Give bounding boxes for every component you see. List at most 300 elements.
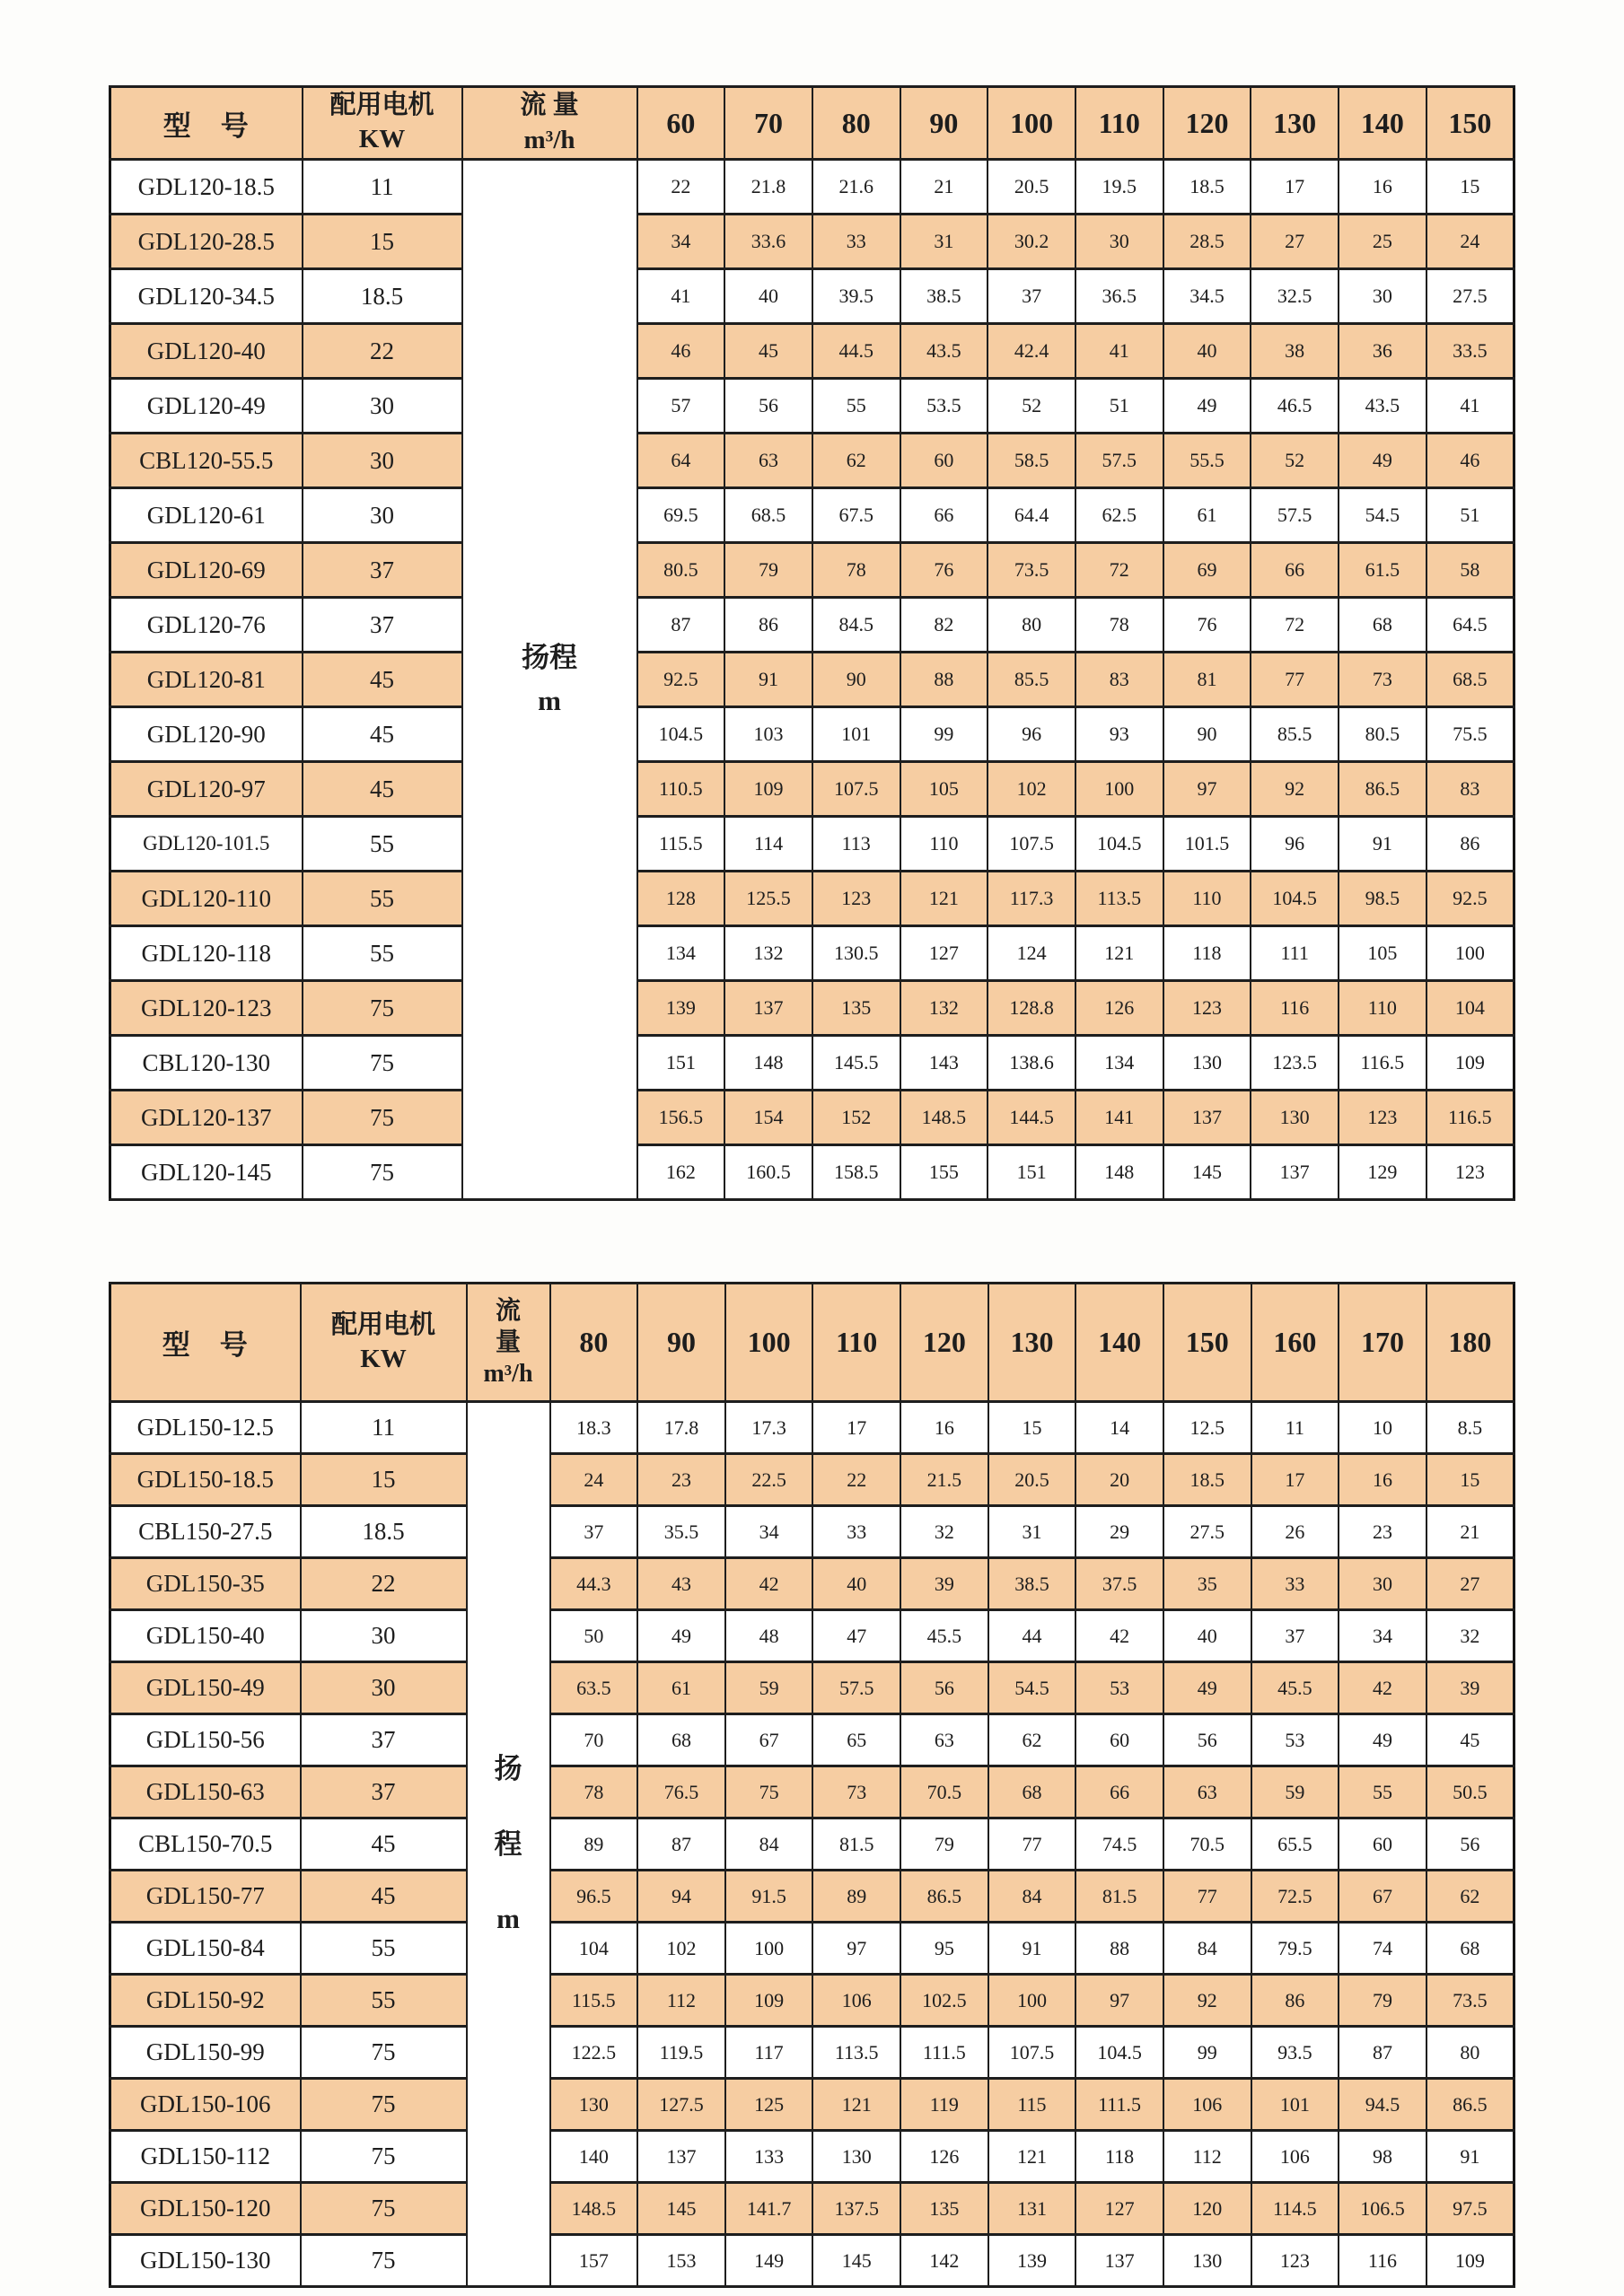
head-value-cell: 121 — [988, 2131, 1076, 2183]
head-value-cell: 54.5 — [988, 1662, 1076, 1714]
col-header-flow-100: 100 — [725, 1284, 813, 1402]
head-value-cell: 100 — [1426, 926, 1514, 981]
head-value-cell: 15 — [988, 1402, 1076, 1454]
pump-row — [110, 2079, 1514, 2131]
head-value-cell: 16 — [900, 1402, 988, 1454]
head-value-cell: 110 — [900, 817, 988, 872]
head-value-cell: 157 — [550, 2235, 638, 2287]
head-value-cell: 123 — [812, 872, 900, 926]
model-cell: GDL150-92 — [110, 1975, 301, 2027]
head-value-cell: 30 — [1339, 269, 1426, 324]
head-value-cell: 112 — [637, 1975, 725, 2027]
head-value-cell: 72.5 — [1251, 1871, 1339, 1923]
head-value-cell: 98 — [1339, 2131, 1426, 2183]
head-value-cell: 100 — [988, 1975, 1076, 2027]
head-value-cell: 119 — [900, 2079, 988, 2131]
pump-row — [110, 2183, 1514, 2235]
motor-kw-cell: 55 — [303, 926, 462, 981]
head-value-cell: 46 — [1426, 434, 1514, 488]
head-value-cell: 85.5 — [1251, 707, 1339, 762]
model-cell: GDL120-97 — [110, 762, 303, 817]
head-value-cell: 86.5 — [900, 1871, 988, 1923]
pump-row — [110, 653, 1514, 707]
head-value-cell: 80 — [1426, 2027, 1514, 2079]
head-value-cell: 81 — [1163, 653, 1251, 707]
head-value-cell: 111 — [1251, 926, 1339, 981]
model-cell: GDL120-69 — [110, 543, 303, 598]
head-value-cell: 66 — [1251, 543, 1339, 598]
motor-kw-cell: 11 — [303, 160, 462, 215]
head-value-cell: 87 — [637, 598, 725, 653]
head-value-cell: 33.5 — [1426, 324, 1514, 379]
head-value-cell: 49 — [1163, 1662, 1251, 1714]
head-value-cell: 27.5 — [1163, 1506, 1251, 1558]
head-value-cell: 60 — [1339, 1818, 1426, 1871]
motor-kw-cell: 45 — [301, 1871, 467, 1923]
head-value-cell: 74 — [1339, 1923, 1426, 1975]
head-value-cell: 137.5 — [812, 2183, 900, 2235]
head-value-cell: 110 — [1339, 981, 1426, 1036]
head-value-cell: 33 — [812, 215, 900, 269]
head-value-cell: 53 — [1251, 1714, 1339, 1766]
head-value-cell: 110.5 — [637, 762, 725, 817]
head-value-cell: 91 — [724, 653, 812, 707]
pump-row — [110, 215, 1514, 269]
pump-row — [110, 762, 1514, 817]
head-value-cell: 64 — [637, 434, 725, 488]
head-value-cell: 82 — [900, 598, 988, 653]
head-value-cell: 145 — [812, 2235, 900, 2287]
col-header-flow-180: 180 — [1426, 1284, 1514, 1402]
head-value-cell: 21 — [1426, 1506, 1514, 1558]
head-value-cell: 61.5 — [1339, 543, 1426, 598]
head-value-cell: 81.5 — [812, 1818, 900, 1871]
head-value-cell: 123 — [1339, 1091, 1426, 1145]
head-value-cell: 100 — [1075, 762, 1163, 817]
head-value-cell: 10 — [1339, 1402, 1426, 1454]
head-value-cell: 123 — [1426, 1145, 1514, 1200]
head-value-cell: 118 — [1075, 2131, 1163, 2183]
head-value-cell: 128.8 — [988, 981, 1075, 1036]
col-header-flow-130: 130 — [1251, 87, 1339, 160]
col-header-flow-160: 160 — [1251, 1284, 1339, 1402]
head-value-cell: 61 — [637, 1662, 725, 1714]
head-value-cell: 56 — [1163, 1714, 1251, 1766]
motor-kw-cell: 18.5 — [303, 269, 462, 324]
head-value-cell: 40 — [1163, 324, 1251, 379]
pump-row — [110, 160, 1514, 215]
head-value-cell: 67 — [725, 1714, 813, 1766]
head-value-cell: 53.5 — [900, 379, 988, 434]
head-value-cell: 99 — [900, 707, 988, 762]
head-value-cell: 63 — [1163, 1766, 1251, 1818]
head-value-cell: 134 — [637, 926, 725, 981]
head-value-cell: 39.5 — [812, 269, 900, 324]
head-value-cell: 20 — [1075, 1454, 1163, 1506]
head-value-cell: 30 — [1075, 215, 1163, 269]
model-cell: GDL120-61 — [110, 488, 303, 543]
head-meters-merged-cell: 扬程 m — [462, 160, 637, 1200]
head-value-cell: 17.3 — [725, 1402, 813, 1454]
head-value-cell: 145.5 — [812, 1036, 900, 1091]
head-value-cell: 36.5 — [1075, 269, 1163, 324]
motor-kw-cell: 30 — [303, 488, 462, 543]
model-cell: GDL120-34.5 — [110, 269, 303, 324]
motor-kw-cell: 37 — [301, 1714, 467, 1766]
head-value-cell: 91 — [988, 1923, 1076, 1975]
head-value-cell: 104 — [1426, 981, 1514, 1036]
header-row — [110, 1284, 1514, 1402]
head-value-cell: 96.5 — [550, 1871, 638, 1923]
col-header-flow-80: 80 — [550, 1284, 638, 1402]
head-value-cell: 86.5 — [1339, 762, 1426, 817]
head-value-cell: 99 — [1163, 2027, 1251, 2079]
model-cell: GDL120-76 — [110, 598, 303, 653]
head-value-cell: 149 — [725, 2235, 813, 2287]
head-value-cell: 34 — [637, 215, 725, 269]
head-value-cell: 130 — [1251, 1091, 1339, 1145]
head-value-cell: 49 — [1339, 434, 1426, 488]
head-value-cell: 110 — [1163, 872, 1251, 926]
head-value-cell: 90 — [1163, 707, 1251, 762]
pump-row — [110, 1818, 1514, 1871]
head-value-cell: 106 — [812, 1975, 900, 2027]
head-value-cell: 38.5 — [900, 269, 988, 324]
model-cell: CBL150-70.5 — [110, 1818, 301, 1871]
pump-row — [110, 1036, 1514, 1091]
head-value-cell: 114.5 — [1251, 2183, 1339, 2235]
head-value-cell: 117 — [725, 2027, 813, 2079]
head-value-cell: 24 — [1426, 215, 1514, 269]
head-value-cell: 66 — [1075, 1766, 1163, 1818]
head-value-cell: 75.5 — [1426, 707, 1514, 762]
head-value-cell: 42 — [725, 1558, 813, 1610]
head-value-cell: 142 — [900, 2235, 988, 2287]
model-cell: GDL150-12.5 — [110, 1402, 301, 1454]
head-value-cell: 38.5 — [988, 1558, 1076, 1610]
motor-kw-cell: 30 — [301, 1662, 467, 1714]
head-value-cell: 44.5 — [812, 324, 900, 379]
model-cell: GDL150-77 — [110, 1871, 301, 1923]
head-value-cell: 104.5 — [1075, 817, 1163, 872]
model-cell: GDL150-35 — [110, 1558, 301, 1610]
head-value-cell: 115 — [988, 2079, 1076, 2131]
col-header-flow-110: 110 — [812, 1284, 900, 1402]
head-value-cell: 88 — [1075, 1923, 1163, 1975]
head-value-cell: 73.5 — [1426, 1975, 1514, 2027]
motor-kw-cell: 18.5 — [301, 1506, 467, 1558]
motor-kw-cell: 22 — [303, 324, 462, 379]
model-cell: GDL120-40 — [110, 324, 303, 379]
motor-kw-cell: 75 — [301, 2027, 467, 2079]
head-value-cell: 94 — [637, 1871, 725, 1923]
motor-kw-cell: 75 — [301, 2079, 467, 2131]
head-value-cell: 89 — [550, 1818, 638, 1871]
pump-row — [110, 1091, 1514, 1145]
head-value-cell: 21.8 — [724, 160, 812, 215]
head-value-cell: 39 — [1426, 1662, 1514, 1714]
head-value-cell: 115.5 — [550, 1975, 638, 2027]
head-value-cell: 21.5 — [900, 1454, 988, 1506]
head-value-cell: 43 — [637, 1558, 725, 1610]
pump-row — [110, 1975, 1514, 2027]
head-value-cell: 84 — [988, 1871, 1076, 1923]
head-value-cell: 56 — [900, 1662, 988, 1714]
head-value-cell: 68 — [988, 1766, 1076, 1818]
head-value-cell: 148 — [724, 1036, 812, 1091]
head-value-cell: 37.5 — [1075, 1558, 1163, 1610]
pump-row — [110, 1454, 1514, 1506]
head-value-cell: 40 — [724, 269, 812, 324]
head-value-cell: 125.5 — [724, 872, 812, 926]
head-value-cell: 123.5 — [1251, 1036, 1339, 1091]
head-value-cell: 70 — [550, 1714, 638, 1766]
head-value-cell: 62 — [812, 434, 900, 488]
head-value-cell: 106 — [1163, 2079, 1251, 2131]
pump-row — [110, 488, 1514, 543]
motor-kw-cell: 55 — [301, 1975, 467, 2027]
motor-kw-cell: 45 — [303, 707, 462, 762]
head-value-cell: 31 — [988, 1506, 1076, 1558]
head-value-cell: 49 — [1163, 379, 1251, 434]
head-value-cell: 80.5 — [1339, 707, 1426, 762]
head-value-cell: 31 — [900, 215, 988, 269]
head-value-cell: 52 — [1251, 434, 1339, 488]
head-value-cell: 30.2 — [988, 215, 1075, 269]
head-value-cell: 96 — [1251, 817, 1339, 872]
head-value-cell: 32 — [900, 1506, 988, 1558]
head-value-cell: 93.5 — [1251, 2027, 1339, 2079]
head-value-cell: 87 — [1339, 2027, 1426, 2079]
head-value-cell: 92.5 — [637, 653, 725, 707]
model-cell: GDL120-137 — [110, 1091, 303, 1145]
head-value-cell: 103 — [724, 707, 812, 762]
head-value-cell: 60 — [900, 434, 988, 488]
head-value-cell: 92.5 — [1426, 872, 1514, 926]
head-value-cell: 135 — [900, 2183, 988, 2235]
head-value-cell: 106 — [1251, 2131, 1339, 2183]
head-value-cell: 16 — [1339, 160, 1426, 215]
head-value-cell: 44 — [988, 1610, 1076, 1662]
head-value-cell: 62 — [1426, 1871, 1514, 1923]
head-value-cell: 101.5 — [1163, 817, 1251, 872]
head-value-cell: 123 — [1163, 981, 1251, 1036]
head-value-cell: 77 — [988, 1818, 1076, 1871]
pump-row — [110, 981, 1514, 1036]
head-value-cell: 19.5 — [1075, 160, 1163, 215]
head-value-cell: 128 — [637, 872, 725, 926]
head-value-cell: 45.5 — [1251, 1662, 1339, 1714]
motor-kw-cell: 37 — [303, 598, 462, 653]
head-value-cell: 91 — [1339, 817, 1426, 872]
motor-kw-cell: 45 — [301, 1818, 467, 1871]
head-value-cell: 45 — [724, 324, 812, 379]
model-cell: GDL150-56 — [110, 1714, 301, 1766]
head-value-cell: 73.5 — [988, 543, 1075, 598]
head-value-cell: 156.5 — [637, 1091, 725, 1145]
head-value-cell: 63.5 — [550, 1662, 638, 1714]
head-value-cell: 79 — [900, 1818, 988, 1871]
head-value-cell: 76.5 — [637, 1766, 725, 1818]
col-header-flow-120: 120 — [1163, 87, 1251, 160]
model-cell: GDL150-130 — [110, 2235, 301, 2287]
head-value-cell: 148 — [1075, 1145, 1163, 1200]
head-value-cell: 33.6 — [724, 215, 812, 269]
head-value-cell: 67.5 — [812, 488, 900, 543]
head-value-cell: 20.5 — [988, 1454, 1076, 1506]
head-value-cell: 30 — [1339, 1558, 1426, 1610]
pump-row — [110, 1766, 1514, 1818]
head-value-cell: 135 — [812, 981, 900, 1036]
head-value-cell: 127 — [1075, 2183, 1163, 2235]
head-value-cell: 17 — [1251, 1454, 1339, 1506]
head-value-cell: 74.5 — [1075, 1818, 1163, 1871]
head-value-cell: 155 — [900, 1145, 988, 1200]
col-header-flow-80: 80 — [812, 87, 900, 160]
head-value-cell: 43.5 — [900, 324, 988, 379]
head-value-cell: 21 — [900, 160, 988, 215]
head-value-cell: 68 — [1426, 1923, 1514, 1975]
motor-kw-cell: 37 — [301, 1766, 467, 1818]
head-value-cell: 42 — [1339, 1662, 1426, 1714]
head-value-cell: 44.3 — [550, 1558, 638, 1610]
head-value-cell: 130.5 — [812, 926, 900, 981]
head-value-cell: 38 — [1251, 324, 1339, 379]
head-value-cell: 139 — [988, 2235, 1076, 2287]
head-value-cell: 113.5 — [812, 2027, 900, 2079]
head-value-cell: 41 — [637, 269, 725, 324]
head-value-cell: 137 — [1163, 1091, 1251, 1145]
pump-row — [110, 2027, 1514, 2079]
pump-row — [110, 817, 1514, 872]
model-cell: CBL150-27.5 — [110, 1506, 301, 1558]
head-value-cell: 46 — [637, 324, 725, 379]
head-value-cell: 17.8 — [637, 1402, 725, 1454]
motor-kw-cell: 30 — [301, 1610, 467, 1662]
model-cell: GDL120-123 — [110, 981, 303, 1036]
head-value-cell: 45 — [1426, 1714, 1514, 1766]
head-value-cell: 64.4 — [988, 488, 1075, 543]
pump-row — [110, 379, 1514, 434]
head-value-cell: 34.5 — [1163, 269, 1251, 324]
pump-table-gdl150 — [109, 1282, 1515, 2288]
col-header-flow-60: 60 — [637, 87, 725, 160]
head-value-cell: 84.5 — [812, 598, 900, 653]
col-header-flow-140: 140 — [1075, 1284, 1163, 1402]
head-value-cell: 92 — [1163, 1975, 1251, 2027]
col-header-flow-140: 140 — [1339, 87, 1426, 160]
head-value-cell: 65.5 — [1251, 1818, 1339, 1871]
head-value-cell: 130 — [550, 2079, 638, 2131]
head-value-cell: 130 — [1163, 1036, 1251, 1091]
motor-kw-cell: 30 — [303, 434, 462, 488]
head-value-cell: 22.5 — [725, 1454, 813, 1506]
head-value-cell: 126 — [900, 2131, 988, 2183]
head-value-cell: 132 — [724, 926, 812, 981]
head-value-cell: 32.5 — [1251, 269, 1339, 324]
pump-row — [110, 1923, 1514, 1975]
head-value-cell: 42 — [1075, 1610, 1163, 1662]
head-value-cell: 86 — [1426, 817, 1514, 872]
motor-kw-cell: 55 — [303, 872, 462, 926]
model-cell: CBL120-130 — [110, 1036, 303, 1091]
head-value-cell: 85.5 — [988, 653, 1075, 707]
head-value-cell: 50.5 — [1426, 1766, 1514, 1818]
head-value-cell: 122.5 — [550, 2027, 638, 2079]
head-value-cell: 91.5 — [725, 1871, 813, 1923]
col-header-flow-170: 170 — [1339, 1284, 1426, 1402]
head-value-cell: 34 — [1339, 1610, 1426, 1662]
head-value-cell: 24 — [550, 1454, 638, 1506]
head-value-cell: 67 — [1339, 1871, 1426, 1923]
head-value-cell: 153 — [637, 2235, 725, 2287]
head-value-cell: 76 — [900, 543, 988, 598]
head-value-cell: 132 — [900, 981, 988, 1036]
head-value-cell: 131 — [988, 2183, 1076, 2235]
head-value-cell: 56 — [1426, 1818, 1514, 1871]
head-value-cell: 55 — [1339, 1766, 1426, 1818]
head-value-cell: 69.5 — [637, 488, 725, 543]
head-value-cell: 35.5 — [637, 1506, 725, 1558]
model-cell: GDL120-49 — [110, 379, 303, 434]
head-value-cell: 137 — [1251, 1145, 1339, 1200]
head-value-cell: 23 — [1339, 1506, 1426, 1558]
col-header-flow-110: 110 — [1075, 87, 1163, 160]
pump-row — [110, 598, 1514, 653]
head-value-cell: 11 — [1251, 1402, 1339, 1454]
motor-kw-cell: 75 — [303, 981, 462, 1036]
head-value-cell: 55 — [812, 379, 900, 434]
head-value-cell: 77 — [1251, 653, 1339, 707]
head-value-cell: 23 — [637, 1454, 725, 1506]
head-value-cell: 14 — [1075, 1402, 1163, 1454]
head-value-cell: 16 — [1339, 1454, 1426, 1506]
head-value-cell: 116.5 — [1426, 1091, 1514, 1145]
pump-row — [110, 543, 1514, 598]
pump-row — [110, 1145, 1514, 1200]
head-value-cell: 52 — [988, 379, 1075, 434]
head-value-cell: 57 — [637, 379, 725, 434]
head-value-cell: 77 — [1163, 1871, 1251, 1923]
head-value-cell: 151 — [637, 1036, 725, 1091]
pump-row — [110, 707, 1514, 762]
head-value-cell: 123 — [1251, 2235, 1339, 2287]
head-value-cell: 145 — [637, 2183, 725, 2235]
col-header-motor-kw: 配用电机 KW — [303, 87, 462, 160]
head-value-cell: 58 — [1426, 543, 1514, 598]
head-value-cell: 64.5 — [1426, 598, 1514, 653]
motor-kw-cell: 15 — [303, 215, 462, 269]
head-value-cell: 80 — [988, 598, 1075, 653]
head-value-cell: 78 — [1075, 598, 1163, 653]
head-value-cell: 79 — [724, 543, 812, 598]
head-value-cell: 32 — [1426, 1610, 1514, 1662]
motor-kw-cell: 75 — [303, 1091, 462, 1145]
head-value-cell: 40 — [1163, 1610, 1251, 1662]
head-value-cell: 12.5 — [1163, 1402, 1251, 1454]
head-value-cell: 88 — [900, 653, 988, 707]
head-value-cell: 121 — [812, 2079, 900, 2131]
head-value-cell: 17 — [1251, 160, 1339, 215]
head-value-cell: 21.6 — [812, 160, 900, 215]
head-value-cell: 137 — [637, 2131, 725, 2183]
head-value-cell: 105 — [1339, 926, 1426, 981]
head-value-cell: 50 — [550, 1610, 638, 1662]
head-value-cell: 66 — [900, 488, 988, 543]
head-value-cell: 87 — [637, 1818, 725, 1871]
head-value-cell: 95 — [900, 1923, 988, 1975]
head-value-cell: 137 — [724, 981, 812, 1036]
